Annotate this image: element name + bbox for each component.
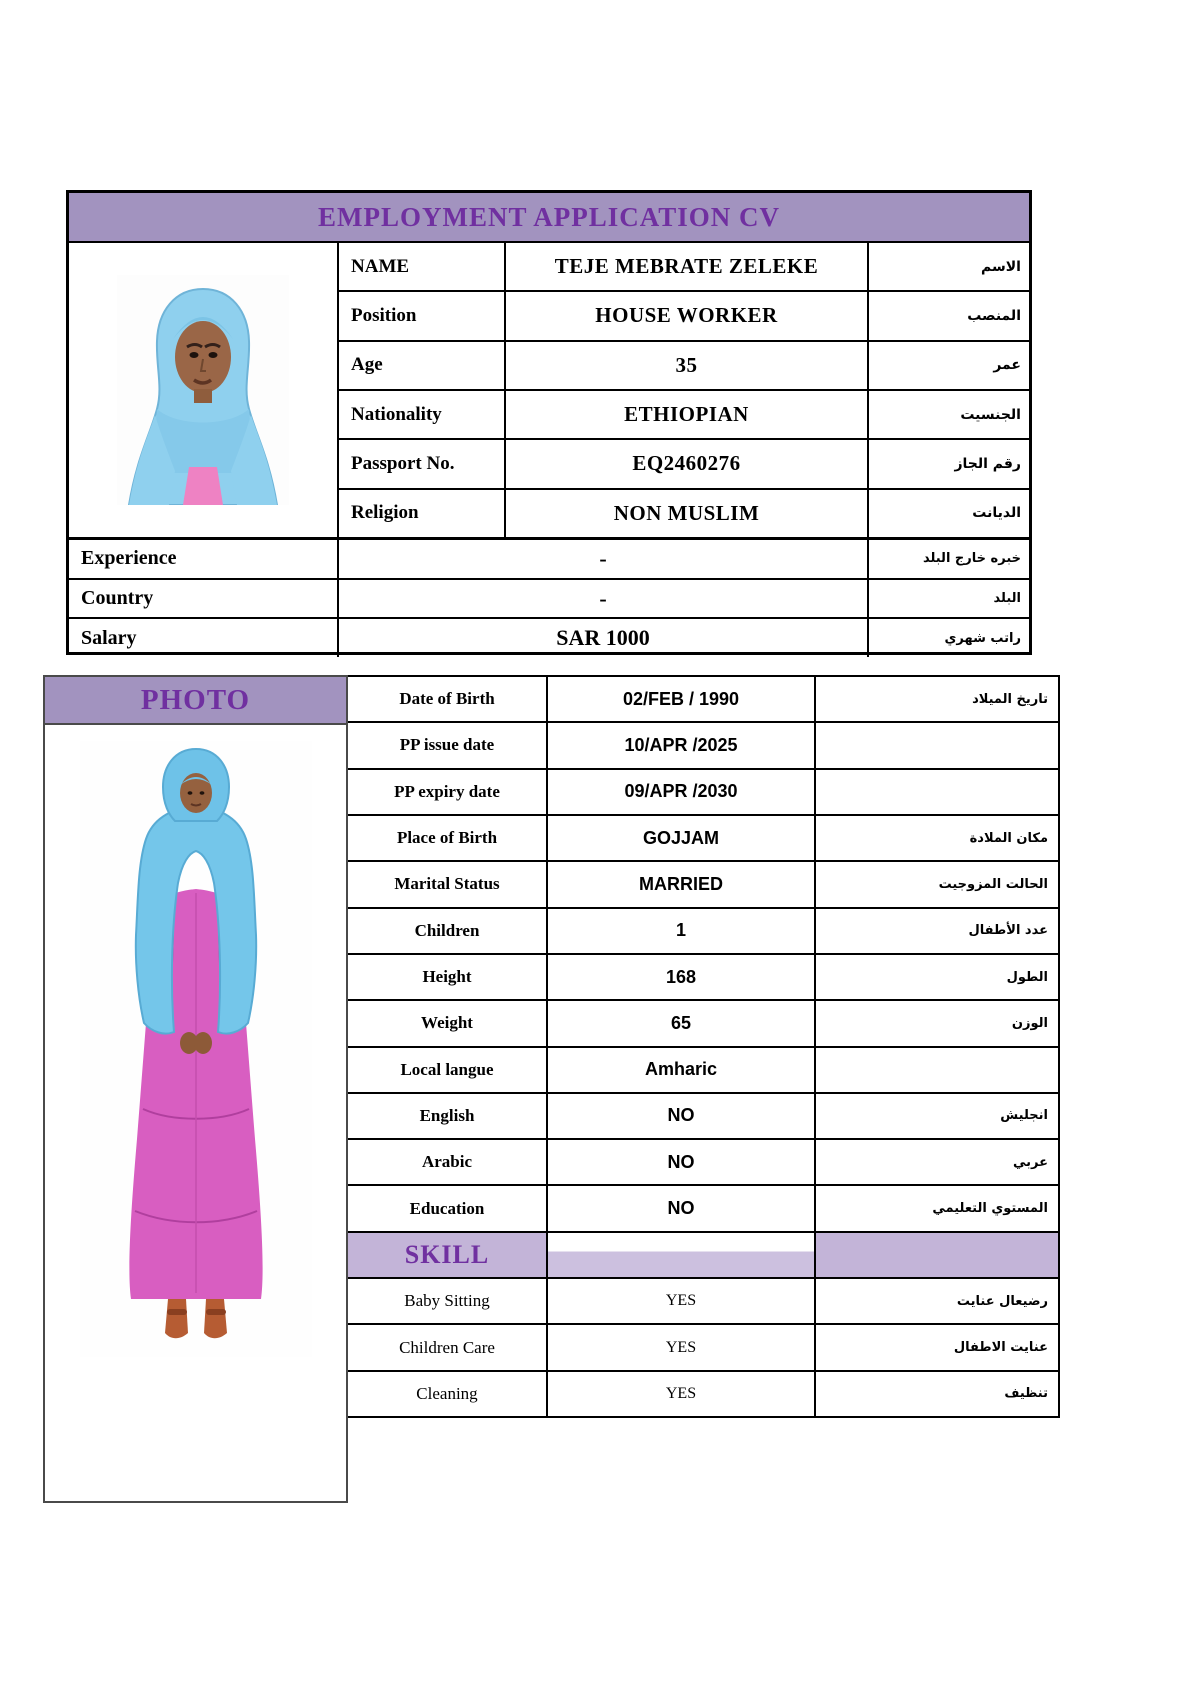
field-label-arabic: الطول	[1006, 969, 1048, 985]
field-label: PP issue date	[348, 723, 548, 767]
field-label-arabic: المستوي التعليمي	[932, 1201, 1048, 1217]
field-label: NAME	[339, 243, 506, 290]
skill-label-arabic: تنظيف	[1004, 1386, 1048, 1402]
table-row	[348, 1279, 1058, 1325]
field-value: ETHIOPIAN	[506, 391, 869, 438]
field-value: GOJJAM	[548, 816, 816, 860]
field-label: Passport No.	[339, 440, 506, 487]
table-row	[348, 909, 1058, 955]
skill-header-spacer	[548, 1233, 816, 1277]
details-table	[348, 675, 1060, 1418]
table-row	[339, 490, 1029, 537]
field-label: Country	[69, 580, 339, 618]
field-value: NO	[548, 1094, 816, 1138]
field-label: Height	[348, 955, 548, 999]
table-row	[348, 1325, 1058, 1371]
field-label-arabic	[816, 1048, 1058, 1092]
skill-header-spacer-arabic	[816, 1233, 1058, 1277]
table-row	[348, 1186, 1058, 1232]
field-label: Age	[339, 342, 506, 389]
field-value: -	[339, 540, 869, 578]
table-row	[348, 1048, 1058, 1094]
table-row	[69, 540, 1029, 580]
field-label: Experience	[69, 540, 339, 578]
table-row	[348, 816, 1058, 862]
field-value: TEJE MEBRATE ZELEKE	[506, 243, 869, 290]
field-label: Place of Birth	[348, 816, 548, 860]
field-value: HOUSE WORKER	[506, 292, 869, 339]
field-label-arabic: المنصب	[967, 307, 1021, 324]
field-label: Date of Birth	[348, 677, 548, 721]
field-label-arabic: تاريخ الميلاد	[972, 691, 1048, 707]
field-value: Amharic	[548, 1048, 816, 1092]
table-row	[339, 440, 1029, 489]
field-label: Children	[348, 909, 548, 953]
field-label-arabic: الاسم	[981, 258, 1021, 275]
skill-label-arabic: عنايت الاطفال	[953, 1340, 1048, 1356]
table-row	[339, 391, 1029, 440]
field-value: 65	[548, 1001, 816, 1045]
field-label: Education	[348, 1186, 548, 1230]
employment-application-table	[66, 190, 1032, 655]
table-row	[348, 1094, 1058, 1140]
field-label-arabic: راتب شهري	[944, 630, 1021, 646]
table-row	[339, 342, 1029, 391]
field-label-arabic: خبره خارج البلد	[922, 551, 1021, 567]
field-label-arabic: الديانت	[972, 505, 1021, 522]
table-row	[348, 955, 1058, 1001]
skill-header-row	[348, 1233, 1058, 1279]
field-label-arabic: الحالت المزوجيت	[938, 876, 1048, 892]
headshot-photo	[69, 243, 339, 537]
field-value: 1	[548, 909, 816, 953]
field-label: Religion	[339, 490, 506, 537]
field-label: Marital Status	[348, 862, 548, 906]
field-label-arabic: الجنسيت	[960, 406, 1021, 423]
skill-value: YES	[548, 1372, 816, 1416]
identity-fields	[339, 243, 1029, 537]
summary-fields	[69, 540, 1029, 657]
skill-label: Cleaning	[348, 1372, 548, 1416]
table-row	[69, 580, 1029, 620]
skill-value: YES	[548, 1279, 816, 1323]
field-label: Arabic	[348, 1140, 548, 1184]
full-body-photo	[45, 725, 346, 1357]
full-body-illustration	[80, 741, 312, 1357]
table-row	[348, 770, 1058, 816]
field-label: Salary	[69, 619, 339, 657]
field-value: MARRIED	[548, 862, 816, 906]
field-label-arabic: عمر	[993, 357, 1021, 374]
field-label-arabic	[816, 723, 1058, 767]
field-label-arabic: عربي	[1012, 1154, 1048, 1170]
table-row	[348, 677, 1058, 723]
skill-label: Children Care	[348, 1325, 548, 1369]
field-value: 09/APR /2030	[548, 770, 816, 814]
photo-column	[43, 675, 348, 1503]
field-label-arabic	[816, 770, 1058, 814]
field-value: NO	[548, 1186, 816, 1230]
skill-section-title: SKILL	[348, 1233, 548, 1277]
table-row	[348, 1001, 1058, 1047]
field-label-arabic: عدد الأطفال	[968, 923, 1048, 939]
table-row	[339, 292, 1029, 341]
field-label: Position	[339, 292, 506, 339]
skill-label-arabic: رضيعال عنايت	[956, 1293, 1048, 1309]
field-label: Weight	[348, 1001, 548, 1045]
table-row	[69, 619, 1029, 657]
field-label-arabic: انجليش	[1000, 1108, 1048, 1124]
field-label: Local langue	[348, 1048, 548, 1092]
field-value: NON MUSLIM	[506, 490, 869, 537]
field-label: Nationality	[339, 391, 506, 438]
field-label-arabic: رقم الجاز	[954, 455, 1021, 472]
table-row	[348, 1140, 1058, 1186]
table-row	[348, 1372, 1058, 1416]
field-label-arabic: مكان الملادة	[969, 830, 1048, 846]
field-label: PP expiry date	[348, 770, 548, 814]
table-row	[348, 862, 1058, 908]
field-value: 35	[506, 342, 869, 389]
table-row	[339, 243, 1029, 292]
field-value: 10/APR /2025	[548, 723, 816, 767]
field-label: English	[348, 1094, 548, 1138]
headshot-illustration	[117, 275, 289, 505]
field-value: NO	[548, 1140, 816, 1184]
field-value: 168	[548, 955, 816, 999]
field-label-arabic: البلد	[993, 591, 1021, 606]
field-label-arabic: الوزن	[1011, 1015, 1048, 1031]
field-value: EQ2460276	[506, 440, 869, 487]
photo-header: PHOTO	[45, 677, 346, 725]
field-value: -	[339, 580, 869, 618]
skill-label: Baby Sitting	[348, 1279, 548, 1323]
skill-value: YES	[548, 1325, 816, 1369]
table-row	[348, 723, 1058, 769]
page-title: EMPLOYMENT APPLICATION CV	[69, 193, 1029, 243]
field-value: SAR 1000	[339, 619, 869, 657]
field-value: 02/FEB / 1990	[548, 677, 816, 721]
